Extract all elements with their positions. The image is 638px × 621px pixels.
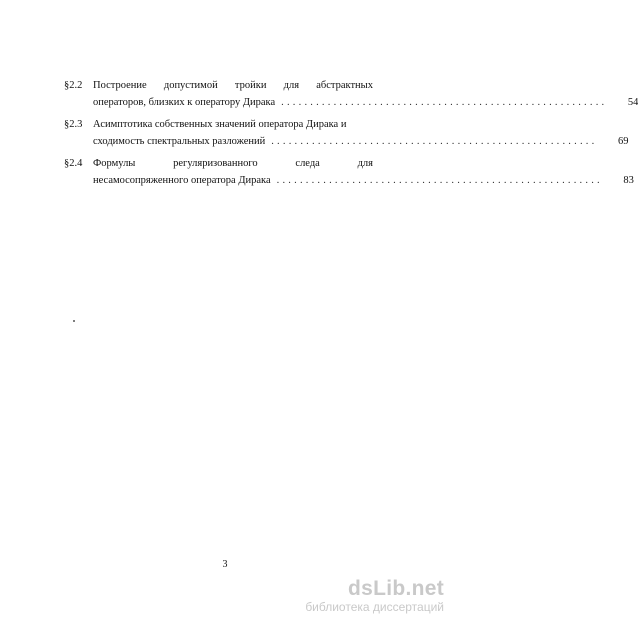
page-reference: 83 [623,175,634,186]
dot-leader: ........................................................ [271,136,598,147]
entry-title-text: операторов, близких к оператору Дирака [93,97,276,108]
toc-entry[interactable] [64,155,634,189]
section-number: §2.3 [64,119,83,130]
toc-entry[interactable] [64,116,629,150]
page-reference: 69 [617,136,629,147]
dot-leader: ........................................................ [276,175,603,186]
watermark [300,577,450,621]
entry-title-line-1: Асимптотика собственных значений оператора Дирака и [93,119,347,130]
section-number: §2.4 [64,158,83,169]
entry-title-text: несамосопряженного оператора Дирака [93,175,271,186]
watermark-logo: dsLib.net [347,577,444,600]
entry-title-line-1: Построение допустимой тройки для абстрактных [93,80,373,91]
toc-entry[interactable] [64,77,638,111]
entry-title-line-1: Формулы регуляризованного следа для [93,158,373,169]
entry-title-line-2 [93,133,629,150]
scan-speck [73,320,75,322]
section-number: §2.2 [64,80,83,91]
entry-title-line-2 [93,172,634,189]
watermark-subtitle: библиотека диссертаций [305,600,444,614]
page-number: 3 [222,559,228,570]
page-reference: 54 [627,97,638,108]
entry-title-line-2 [93,94,638,111]
entry-title-text: сходимость спектральных разложений [93,136,266,147]
table-of-contents [64,77,638,194]
dot-leader: ........................................................ [281,97,608,108]
